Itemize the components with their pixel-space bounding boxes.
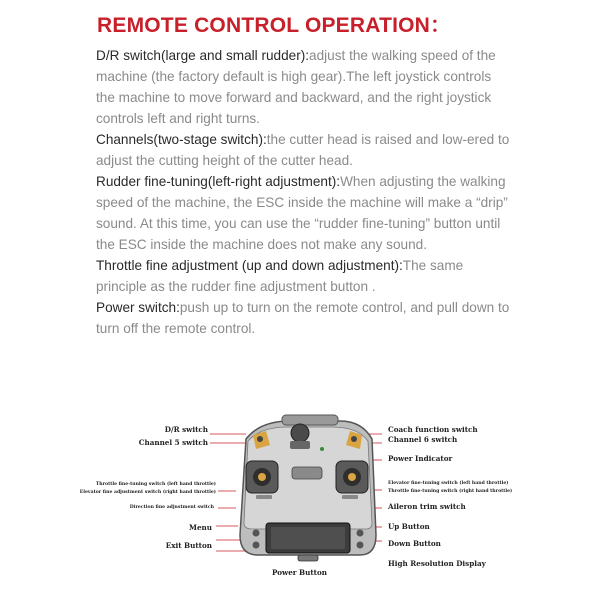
remote-control-diagram — [60, 405, 540, 600]
paragraph-text: the cutter head is raised and low-ered to adjust the cutting height of the cutter head. — [96, 132, 510, 168]
transmitter-body — [240, 415, 376, 561]
paragraph-channels — [96, 129, 510, 171]
paragraph-text: The same principle as the rudder fine adjustment button . — [96, 258, 464, 294]
label-channel6: Channel 6 switch — [388, 435, 458, 444]
label-dr-switch: D/R switch — [164, 425, 208, 434]
label-elevator-fine-tuning-left: Elevator fine-tuning switch (left hand throttle) — [388, 481, 509, 486]
label-aileron-trim: Aileron trim switch — [388, 502, 466, 511]
instructions — [96, 45, 510, 339]
label-elevator-fine-adjustment-right: Elevator fine adjustment switch (right hand throttle) — [79, 490, 216, 495]
label-menu: Menu — [189, 523, 212, 532]
paragraph-dr-switch — [96, 45, 510, 129]
paragraph-heading: Throttle fine adjustment (up and down adjustment): — [96, 258, 403, 273]
paragraph-heading: Channels(two-stage switch): — [96, 132, 267, 147]
label-direction-fine-adjustment: Direction fine adjustment switch — [129, 505, 214, 510]
label-up-button: Up Button — [388, 522, 430, 531]
paragraph-power-switch — [96, 297, 510, 339]
label-throttle-fine-tuning-left: Throttle fine-tuning switch (left hand throttle) — [95, 482, 216, 487]
paragraph-text: adjust the walking speed of the machine (the factory default is high gear).The left joystick controls the machine to move forward and backward, and the right joystick controls left and right turns. — [96, 48, 496, 126]
label-channel5: Channel 5 switch — [138, 438, 208, 447]
label-high-resolution-display: High Resolution Display — [388, 559, 486, 568]
label-power-button: Power Button — [272, 568, 328, 577]
label-coach-function: Coach function switch — [388, 425, 478, 434]
paragraph-heading: Rudder fine-tuning(left-right adjustment): — [96, 174, 341, 189]
label-down-button: Down Button — [388, 539, 441, 548]
paragraph-text: When adjusting the walking speed of the machine, the ESC inside the machine will make a “drip” sound. At this time, you can use the “rudder fine-tuning” button until the ESC inside the machine does not make any sound. — [96, 174, 508, 252]
label-throttle-fine-tuning-right: Throttle fine-tuning switch (right hand throttle) — [388, 489, 513, 494]
label-power-indicator: Power Indicator — [388, 454, 453, 463]
page-title: REMOTE CONTROL OPERATION： — [97, 14, 452, 37]
label-exit-button: Exit Button — [165, 541, 212, 550]
paragraph-throttle-fine-adjustment — [96, 255, 510, 297]
paragraph-heading: D/R switch(large and small rudder): — [96, 48, 310, 63]
paragraph-rudder-fine-tuning — [96, 171, 510, 255]
paragraph-heading: Power switch: — [96, 300, 180, 315]
paragraph-text: push up to turn on the remote control, and pull down to turn off the remote control. — [96, 300, 510, 336]
